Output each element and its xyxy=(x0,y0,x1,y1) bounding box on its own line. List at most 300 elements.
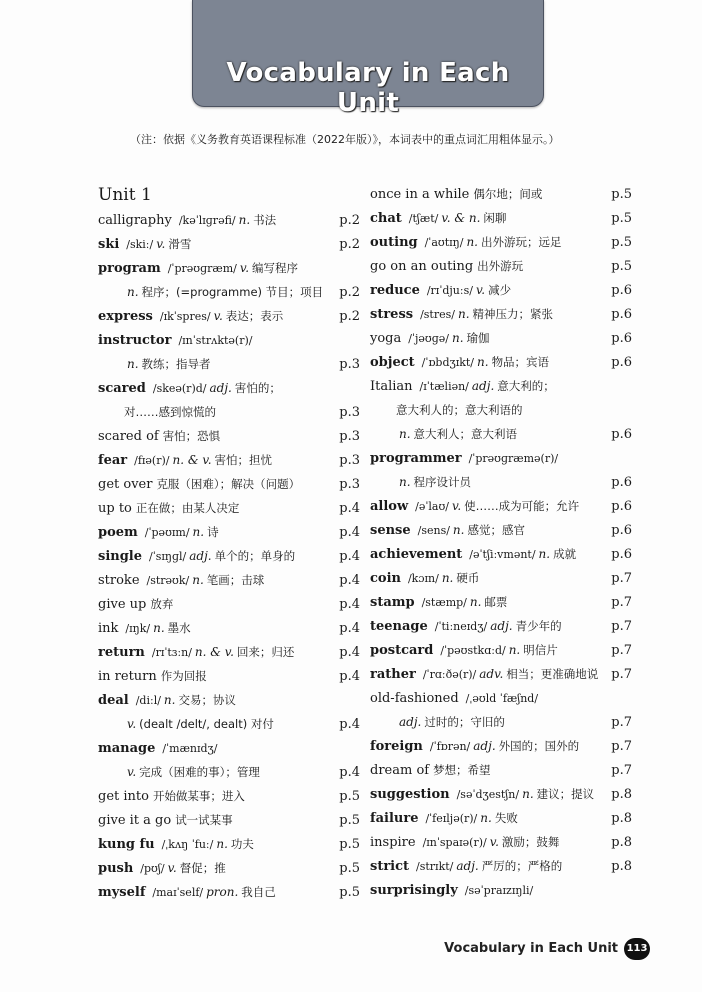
vocab-entry-line xyxy=(370,254,632,278)
headword: calligraphy xyxy=(98,213,172,228)
page-ref: p.3 xyxy=(339,429,360,444)
definition: 书法 xyxy=(253,213,277,227)
vocab-entry-line xyxy=(98,424,360,448)
definition: 开始做某事；进入 xyxy=(152,789,245,803)
part-of-speech: v. xyxy=(452,499,462,513)
definition: (dealt /delt/, dealt) 对付 xyxy=(139,717,274,731)
page-ref: p.4 xyxy=(339,621,360,636)
definition: 出外游玩；远足 xyxy=(480,235,562,249)
page-ref: p.4 xyxy=(339,549,360,564)
vocab-entry-line xyxy=(98,592,360,616)
definition: 笔画；击球 xyxy=(206,573,265,587)
part-of-speech: n. xyxy=(508,643,521,657)
vocab-entry-line xyxy=(98,568,360,592)
vocab-entry-line xyxy=(370,542,632,566)
definition: 邮票 xyxy=(484,595,508,609)
vocab-entry-line xyxy=(370,374,632,398)
vocab-entry-line xyxy=(370,566,632,590)
entry-content xyxy=(98,568,264,593)
part-of-speech: n. xyxy=(163,693,176,707)
vocab-entry-line xyxy=(98,736,360,760)
vocab-entry-line xyxy=(98,232,360,256)
vocab-entry-line xyxy=(98,880,360,904)
entry-content xyxy=(370,686,538,711)
vocab-entry-line xyxy=(98,352,360,376)
page-ref: p.4 xyxy=(339,765,360,780)
page-ref: p.2 xyxy=(339,213,360,228)
entry-content xyxy=(124,760,260,784)
entry-content xyxy=(396,710,505,734)
headword: rather xyxy=(370,667,416,682)
part-of-speech: n. xyxy=(192,525,205,539)
page-ref: p.6 xyxy=(611,499,632,514)
definition: 害怕的； xyxy=(234,381,281,395)
entry-content xyxy=(98,520,219,545)
entry-content xyxy=(370,638,558,663)
phonetic: /ˈɒbdʒɪkt/ xyxy=(421,356,475,369)
page-ref: p.7 xyxy=(611,763,632,778)
page-ref: p.4 xyxy=(339,597,360,612)
vocab-entry-line xyxy=(98,544,360,568)
phonetic: /ˌəʊld ˈfæʃnd/ xyxy=(465,692,539,705)
part-of-speech: adv. xyxy=(479,667,504,681)
vocab-entry-line xyxy=(98,448,360,472)
headword: give it a go xyxy=(98,813,172,828)
phonetic: /stres/ xyxy=(420,308,455,321)
page-ref: p.2 xyxy=(339,309,360,324)
entry-content xyxy=(98,232,191,257)
phonetic: /kɔɪn/ xyxy=(407,572,439,585)
definition: 回来；归还 xyxy=(236,645,295,659)
page-ref: p.5 xyxy=(339,813,360,828)
part-of-speech: adj. xyxy=(189,549,212,563)
definition: 对……感到惊慌的 xyxy=(124,405,216,419)
definition: 害怕；担忧 xyxy=(214,453,273,467)
page-ref: p.5 xyxy=(339,837,360,852)
phonetic: /əˈtʃiːvmənt/ xyxy=(469,548,536,561)
headword: once in a while xyxy=(370,187,470,202)
vocab-entry-line xyxy=(98,400,360,424)
vocab-entry-line xyxy=(98,856,360,880)
entry-content xyxy=(396,470,471,494)
part-of-speech: n. xyxy=(399,475,411,489)
entry-content xyxy=(98,208,276,233)
phonetic: /maɪˈself/ xyxy=(152,886,204,899)
phonetic: /ˈprəʊɡræmə(r)/ xyxy=(468,452,559,465)
phonetic: /fɪə(r)/ xyxy=(134,454,170,467)
page-ref: p.5 xyxy=(611,187,632,202)
vocab-entry-line xyxy=(370,230,632,254)
entry-content xyxy=(98,640,294,665)
headword: get into xyxy=(98,789,149,804)
headword: scared xyxy=(98,381,146,396)
page-ref: p.7 xyxy=(611,739,632,754)
definition: 程序；(=programme) 节目；项目 xyxy=(141,285,324,299)
page-ref: p.6 xyxy=(611,523,632,538)
headword: return xyxy=(98,645,145,660)
vocab-entry-line xyxy=(98,784,360,808)
part-of-speech: n. xyxy=(522,787,534,801)
phonetic: /rɪˈdjuːs/ xyxy=(426,284,473,297)
page-ref: p.3 xyxy=(339,405,360,420)
page-ref: p.4 xyxy=(339,645,360,660)
vocab-entry-line xyxy=(370,182,632,206)
page-ref: p.6 xyxy=(611,355,632,370)
vocab-entry-line xyxy=(98,280,360,304)
phonetic: /pʊʃ/ xyxy=(140,862,165,875)
vocab-entry-line xyxy=(98,472,360,496)
vocab-entry-line xyxy=(370,206,632,230)
entry-content xyxy=(98,880,276,905)
definition: 意大利人；意大利语 xyxy=(413,427,518,441)
definition: 克服（困难）；解决（问题） xyxy=(156,477,301,491)
headword: dream of xyxy=(370,763,430,778)
vocab-entry-line xyxy=(370,422,632,446)
entry-content xyxy=(370,374,555,399)
vocab-entry-line xyxy=(370,350,632,374)
entry-content xyxy=(396,398,523,422)
vocab-entry-line xyxy=(370,614,632,638)
definition: 出外游玩 xyxy=(477,259,524,273)
headword: deal xyxy=(98,693,129,708)
definition: 失败 xyxy=(494,811,518,825)
definition: 意大利的； xyxy=(497,379,555,393)
headword: Italian xyxy=(370,379,413,394)
entry-content xyxy=(124,400,216,424)
definition: 正在做；由某人决定 xyxy=(135,501,240,515)
definition: 明信片 xyxy=(523,643,558,657)
headword: chat xyxy=(370,211,402,226)
headword: surprisingly xyxy=(370,883,458,898)
vocab-entry-line xyxy=(370,446,632,470)
definition: 相当；更准确地说 xyxy=(506,667,599,681)
definition: 作为回报 xyxy=(160,669,207,683)
headword: achievement xyxy=(370,547,463,562)
entry-content xyxy=(98,616,191,641)
vocab-entry-line xyxy=(370,302,632,326)
phonetic: /ˌkʌŋ ˈfuː/ xyxy=(161,838,214,851)
part-of-speech: n. xyxy=(451,331,464,345)
part-of-speech: v. xyxy=(167,861,177,875)
headword: in return xyxy=(98,669,157,684)
phonetic: /ɪnˈstrʌktə(r)/ xyxy=(178,334,253,347)
vocab-entry-line xyxy=(98,616,360,640)
page-ref: p.7 xyxy=(611,619,632,634)
footer-title: Vocabulary in Each Unit xyxy=(444,941,618,956)
entry-content xyxy=(98,448,272,473)
vocab-entry-line xyxy=(370,686,632,710)
definition: 我自己 xyxy=(241,885,276,899)
page-ref: p.5 xyxy=(339,789,360,804)
entry-content xyxy=(98,736,217,761)
phonetic: /ˈsɪŋɡl/ xyxy=(149,550,187,563)
headword: stamp xyxy=(370,595,415,610)
definition: 试一试某事 xyxy=(175,813,233,827)
entry-content xyxy=(98,496,239,521)
definition: 青少年的 xyxy=(515,619,562,633)
headword: reduce xyxy=(370,283,420,298)
entry-content xyxy=(370,878,533,903)
definition: 放弃 xyxy=(150,597,174,611)
page-ref: p.7 xyxy=(611,571,632,586)
headword: instructor xyxy=(98,333,172,348)
page-ref: p.6 xyxy=(611,475,632,490)
title-banner xyxy=(192,0,544,118)
definition: 瑜伽 xyxy=(466,331,490,345)
headword: single xyxy=(98,549,143,564)
headword: coin xyxy=(370,571,401,586)
entry-content xyxy=(370,614,562,639)
entry-content xyxy=(370,494,579,519)
entry-content xyxy=(98,592,173,617)
headword: poem xyxy=(98,525,138,540)
part-of-speech: n. xyxy=(538,547,551,561)
entry-content xyxy=(370,734,579,759)
vocab-entry-line xyxy=(98,760,360,784)
part-of-speech: v. xyxy=(156,237,166,251)
definition: 单个的；单身的 xyxy=(214,549,296,563)
phonetic: /rɪˈtɜːn/ xyxy=(151,646,192,659)
vocab-entry-line xyxy=(98,496,360,520)
page-number: 113 xyxy=(624,938,650,960)
definition: 使……成为可能；允许 xyxy=(464,499,580,513)
unit-heading: Unit 1 xyxy=(98,185,152,205)
entry-content xyxy=(124,712,274,736)
headword: programmer xyxy=(370,451,462,466)
phonetic: /səˈpraɪzɪŋli/ xyxy=(464,884,534,897)
vocab-entry-line xyxy=(98,664,360,688)
headword: go on an outing xyxy=(370,259,474,274)
entry-content xyxy=(370,350,549,375)
part-of-speech: n. xyxy=(469,595,482,609)
headword: inspire xyxy=(370,835,416,850)
definition: 外国的；国外的 xyxy=(498,739,580,753)
part-of-speech: v. xyxy=(127,765,137,779)
phonetic: /ɪŋk/ xyxy=(125,622,151,635)
headword: old-fashioned xyxy=(370,691,459,706)
vocab-entry-line xyxy=(370,830,632,854)
page-ref: p.4 xyxy=(339,669,360,684)
vocab-entry-line xyxy=(98,712,360,736)
vocab-entry-line xyxy=(370,878,632,902)
definition: 物品；宾语 xyxy=(491,355,550,369)
entry-content xyxy=(370,254,523,279)
phonetic: /ˈjəʊɡə/ xyxy=(408,332,449,345)
page-ref: p.6 xyxy=(611,283,632,298)
part-of-speech: n. & v. xyxy=(194,645,234,659)
definition: 害怕；恐惧 xyxy=(162,429,221,443)
part-of-speech: n. xyxy=(480,811,492,825)
part-of-speech: n. xyxy=(399,427,411,441)
page-ref: p.7 xyxy=(611,715,632,730)
page-ref: p.4 xyxy=(339,717,360,732)
part-of-speech: adj. xyxy=(209,381,232,395)
phonetic: /kəˈlɪɡrəfi/ xyxy=(178,214,236,227)
definition: 成就 xyxy=(553,547,577,561)
vocab-entry-line xyxy=(98,808,360,832)
headword: sense xyxy=(370,523,411,538)
page-ref: p.6 xyxy=(611,307,632,322)
headword: myself xyxy=(98,885,146,900)
definition: 过时的；守旧的 xyxy=(424,715,505,729)
entry-content xyxy=(98,784,245,809)
phonetic: /ˈrɑːðə(r)/ xyxy=(422,668,477,681)
definition: 滑雪 xyxy=(168,237,192,251)
definition: 教练；指导者 xyxy=(141,357,211,371)
definition: 精神压力；紧张 xyxy=(472,307,554,321)
definition: 意大利人的；意大利语的 xyxy=(396,403,523,417)
part-of-speech: adj. xyxy=(399,715,422,729)
entry-content xyxy=(124,280,323,304)
page-ref: p.5 xyxy=(339,885,360,900)
page-ref: p.6 xyxy=(611,331,632,346)
vocab-entry-line xyxy=(370,398,632,422)
entry-content xyxy=(370,854,562,879)
part-of-speech: v. & n. xyxy=(441,211,481,225)
vocab-entry-line xyxy=(98,832,360,856)
part-of-speech: n. xyxy=(466,235,478,249)
entry-content xyxy=(370,206,506,231)
headword: ski xyxy=(98,237,120,252)
phonetic: /ˈpəʊstkɑːd/ xyxy=(440,644,506,657)
entry-content xyxy=(98,808,233,833)
entry-content xyxy=(370,830,559,855)
entry-content xyxy=(98,688,236,713)
vocab-entry-line xyxy=(370,782,632,806)
entry-content xyxy=(370,590,507,615)
headword: give up xyxy=(98,597,147,612)
entry-content xyxy=(98,424,220,449)
headword: postcard xyxy=(370,643,434,658)
phonetic: /ɪkˈspres/ xyxy=(159,310,211,323)
headword: strict xyxy=(370,859,410,874)
definition: 墨水 xyxy=(167,621,191,635)
note-text: （注：依据《义务教育英语课程标准（2022年版）》，本词表中的重点词汇用粗体显示。） xyxy=(130,133,560,146)
page-ref: p.6 xyxy=(611,547,632,562)
part-of-speech: v. xyxy=(475,283,486,297)
definition: 建议；提议 xyxy=(536,787,595,801)
entry-content xyxy=(370,230,561,255)
phonetic: /ˈpəʊɪm/ xyxy=(144,526,190,539)
part-of-speech: adj. xyxy=(490,619,513,633)
entry-content xyxy=(98,664,207,689)
entry-content xyxy=(98,856,226,881)
headword: fear xyxy=(98,453,128,468)
headword: stress xyxy=(370,307,414,322)
definition: 硬币 xyxy=(456,571,480,585)
page-ref: p.3 xyxy=(339,477,360,492)
phonetic: /ɪnˈspaɪə(r)/ xyxy=(422,836,487,849)
headword: yoga xyxy=(370,331,402,346)
headword: manage xyxy=(98,741,156,756)
phonetic: /ˈaʊtɪŋ/ xyxy=(424,236,464,249)
headword: object xyxy=(370,355,415,370)
definition: 感觉；感官 xyxy=(467,523,525,537)
left-column xyxy=(98,182,360,904)
part-of-speech: v. xyxy=(239,261,250,275)
phonetic: /səˈdʒestʃn/ xyxy=(456,788,520,801)
vocab-entry-line xyxy=(370,470,632,494)
vocab-entry-line xyxy=(370,326,632,350)
headword: stroke xyxy=(98,573,140,588)
entry-content xyxy=(370,782,594,807)
page-ref: p.3 xyxy=(339,453,360,468)
headword: get over xyxy=(98,477,153,492)
definition: 功夫 xyxy=(230,837,254,851)
vocab-entry-line xyxy=(98,520,360,544)
headword: kung fu xyxy=(98,837,155,852)
phonetic: /əˈlaʊ/ xyxy=(415,500,449,513)
definition: 闲聊 xyxy=(483,211,507,225)
phonetic: /ˈfɒrən/ xyxy=(429,740,471,753)
part-of-speech: n. xyxy=(441,571,454,585)
vocab-entry-line xyxy=(98,208,360,232)
entry-content xyxy=(370,518,525,543)
entry-content xyxy=(370,758,491,783)
phonetic: /ɪˈtæliən/ xyxy=(419,380,469,393)
part-of-speech: adj. xyxy=(471,379,495,393)
part-of-speech: v. xyxy=(213,309,223,323)
right-column xyxy=(370,182,632,902)
entry-content xyxy=(370,662,598,687)
part-of-speech: n. & v. xyxy=(172,453,212,467)
entry-content xyxy=(98,544,295,569)
vocab-entry-line xyxy=(370,710,632,734)
part-of-speech: n. xyxy=(192,573,204,587)
page-ref: p.3 xyxy=(339,357,360,372)
entry-content xyxy=(98,376,281,401)
vocab-entry-line xyxy=(98,376,360,400)
part-of-speech: n. xyxy=(127,285,139,299)
entry-content xyxy=(98,304,283,329)
headword: express xyxy=(98,309,153,324)
headword: ink xyxy=(98,621,119,636)
part-of-speech: v. xyxy=(489,835,499,849)
phonetic: /strɪkt/ xyxy=(416,860,454,873)
page-ref: p.5 xyxy=(339,861,360,876)
entry-content xyxy=(370,542,576,567)
vocab-entry-line xyxy=(370,494,632,518)
page-title: Vocabulary in Each Unit xyxy=(226,58,510,118)
part-of-speech: n. xyxy=(477,355,489,369)
page-ref: p.8 xyxy=(611,787,632,802)
entry-content xyxy=(124,352,211,376)
definition: 交易；协议 xyxy=(178,693,236,707)
headword: failure xyxy=(370,811,419,826)
headword: teenage xyxy=(370,619,428,634)
vocab-entry-line xyxy=(370,590,632,614)
definition: 激励；鼓舞 xyxy=(501,835,560,849)
vocab-entry-line xyxy=(370,758,632,782)
part-of-speech: adj. xyxy=(473,739,496,753)
vocab-entry-line xyxy=(98,688,360,712)
part-of-speech: n. xyxy=(238,213,251,227)
page-ref: p.5 xyxy=(611,259,632,274)
entry-content xyxy=(98,256,298,281)
vocab-entry-line xyxy=(98,304,360,328)
vocab-entry-line xyxy=(370,734,632,758)
phonetic: /tʃæt/ xyxy=(408,212,439,225)
entry-content xyxy=(370,566,479,591)
entry-content xyxy=(370,182,542,207)
entry-content xyxy=(370,806,518,831)
definition: 诗 xyxy=(207,525,219,539)
part-of-speech: adj. xyxy=(456,859,479,873)
entry-content xyxy=(98,472,300,497)
entry-content xyxy=(370,278,511,303)
part-of-speech: n. xyxy=(127,357,139,371)
page-ref: p.5 xyxy=(611,235,632,250)
